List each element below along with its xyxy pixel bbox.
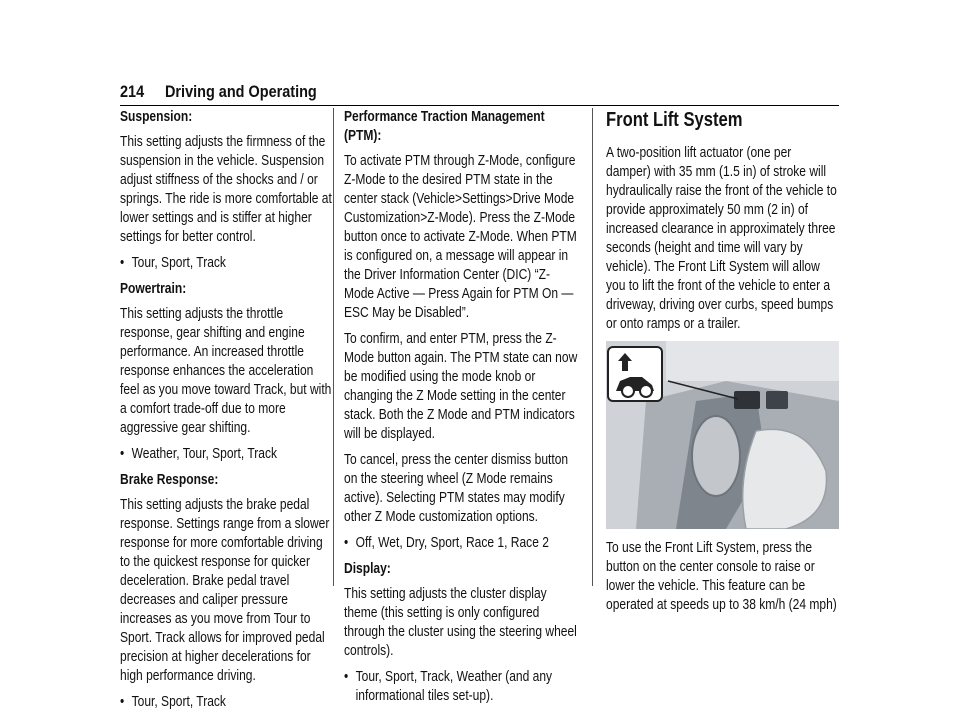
front-lift-intro: A two-position lift actuator (one per damper) with 35 mm (1.5 in) of stroke will hydraulically raise the front of the vehicle to provide approximately 50 mm (2 in) of increased clearance in approximately three seconds (height and time will vary by vehicle). The Front Lift System will allow you to lift the front of the vehicle to enter a driveway, driving over curbs, speed bumps or onto ramps or a trailer.	[606, 145, 837, 332]
suspension-text: This setting adjusts the firmness of the suspension in the vehicle. Suspension adjust stiffness of the shocks and / or springs. The ride is more comfortable at lower settings and is stiffer at higher settings for better control.	[120, 134, 332, 245]
ptm-bullet	[344, 534, 578, 553]
front-lift-title: Front Lift System	[606, 109, 743, 131]
powertrain-bullet	[120, 445, 335, 464]
suspension-heading: Suspension:	[120, 109, 193, 125]
bullet-icon: •	[120, 255, 125, 271]
section-title: Driving and Operating	[165, 82, 317, 101]
column-middle	[344, 108, 578, 713]
column-right	[606, 108, 839, 622]
front-lift-usage: To use the Front Lift System, press the button on the center console to raise or lower the vehicle. This feature can be operated at speeds up to 38 km/h (24 mph)	[606, 540, 837, 613]
suspension-bullet	[120, 254, 335, 273]
ptm-options: Off, Wet, Dry, Sport, Race 1, Race 2	[355, 535, 549, 551]
page-header	[120, 82, 839, 106]
display-heading: Display:	[344, 561, 391, 577]
bullet-icon: •	[344, 669, 349, 685]
column-divider-right	[592, 108, 593, 586]
powertrain-heading: Powertrain:	[120, 281, 187, 297]
powertrain-text: This setting adjusts the throttle response, gear shifting and engine performance. An increased throttle response enhances the acceleration feel as you move toward Track, but with a comfort trade-off due to more aggressive gear shifting.	[120, 306, 332, 436]
ptm-text-3: To cancel, press the center dismiss button on the steering wheel (Z Mode remains active). Selecting PTM states may modify other Z Mode customization options.	[344, 452, 569, 525]
display-options: Tour, Sport, Track, Weather (and any informational tiles set-up).	[355, 669, 553, 704]
suspension-options: Tour, Sport, Track	[131, 255, 226, 271]
ptm-text-1: To activate PTM through Z-Mode, configure Z-Mode to the desired PTM state in the center stack (Vehicle>Settings>Drive Mode Customization>Z-Mode). Press the Z-Mode button once to activate Z-Mode. When PTM is configured on, a message will appear in the Driver Information Center (DIC) “Z-Mode Active — Press Again for PTM On — ESC May be Disabled”.	[344, 153, 577, 321]
brake-text: This setting adjusts the brake pedal response. Settings range from a slower response for more comfortable driving to the quickest response for quicker deceleration. Brake pedal travel decreases and caliper pressure increases as you move from Tour to Sport. Track allows for improved pedal precision at higher decelerations for high performance driving.	[120, 497, 330, 684]
ptm-heading: Performance Traction Management (PTM):	[344, 109, 545, 144]
console-illustration	[606, 341, 839, 529]
bullet-icon: •	[120, 446, 125, 462]
brake-bullet	[120, 693, 335, 712]
column-left	[120, 108, 335, 719]
front-lift-icon	[608, 347, 662, 401]
bullet-icon: •	[120, 694, 125, 710]
display-bullet	[344, 668, 578, 706]
page-number: 214	[120, 82, 145, 101]
header-rule	[120, 105, 839, 106]
display-text: This setting adjusts the cluster display theme (this setting is only configured through the cluster using the steering wheel controls).	[344, 586, 577, 659]
ptm-text-2: To confirm, and enter PTM, press the Z-Mode button again. The PTM state can now be modified using the mode knob or changing the Z Mode setting in the center stack. Both the Z Mode and PTM indicators will be displayed.	[344, 331, 578, 442]
brake-heading: Brake Response:	[120, 472, 219, 488]
powertrain-options: Weather, Tour, Sport, Track	[131, 446, 278, 462]
brake-options: Tour, Sport, Track	[131, 694, 226, 710]
bullet-icon: •	[344, 535, 349, 551]
front-lift-console-photo	[606, 341, 839, 529]
